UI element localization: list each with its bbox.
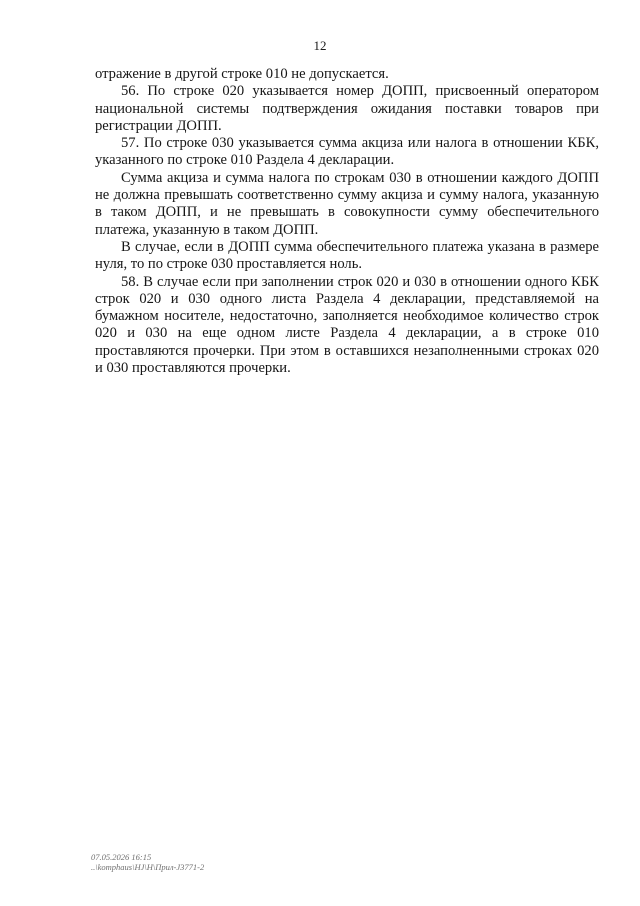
paragraph-zero-payment: В случае, если в ДОПП сумма обеспечительного платежа указана в размере нуля, то по строке 030 проставляется ноль. [95,238,599,273]
footer-date: 07.05.2026 16:15 [91,852,152,862]
paragraph-continuation: отражение в другой строке 010 не допускается. [95,66,389,82]
paragraph-sum-limits: Сумма акциза и сумма налога по строкам 030 в отношении каждого ДОПП не должна превышать соответственно сумму акциза и сумму налога, указанную в таком ДОПП, и не превышать в совокупности сумму обеспечительного платежа, указанную в таком ДОПП. [95,169,599,238]
document-footer-stamp [91,852,204,872]
footer-file-path: ..\komphaus\HJ\H\Прил-J3771-2 [91,862,205,872]
paragraph-item-56: 56. По строке 020 указывается номер ДОПП, присвоенный оператором национальной системы подтверждения ожидания поставки товаров при регистрации ДОПП. [95,83,599,134]
document-body [95,66,599,377]
paragraph-item-58: 58. В случае если при заполнении строк 020 и 030 в отношении одного КБК строк 020 и 030 одного листа Раздела 4 декларации, представляемой на бумажном носителе, недостаточно, заполняется необходимое количество строк 020 и 030 на еще одном листе Раздела 4 декларации, а в строке 010 проставляются прочерки. При этом в оставшихся незаполненными строках 020 и 030 проставляются прочерки. [95,273,599,377]
page-number: 12 [313,38,327,53]
paragraph-item-57: 57. По строке 030 указывается сумма акциза или налога в отношении КБК, указанного по строке 010 Раздела 4 декларации. [95,135,599,169]
